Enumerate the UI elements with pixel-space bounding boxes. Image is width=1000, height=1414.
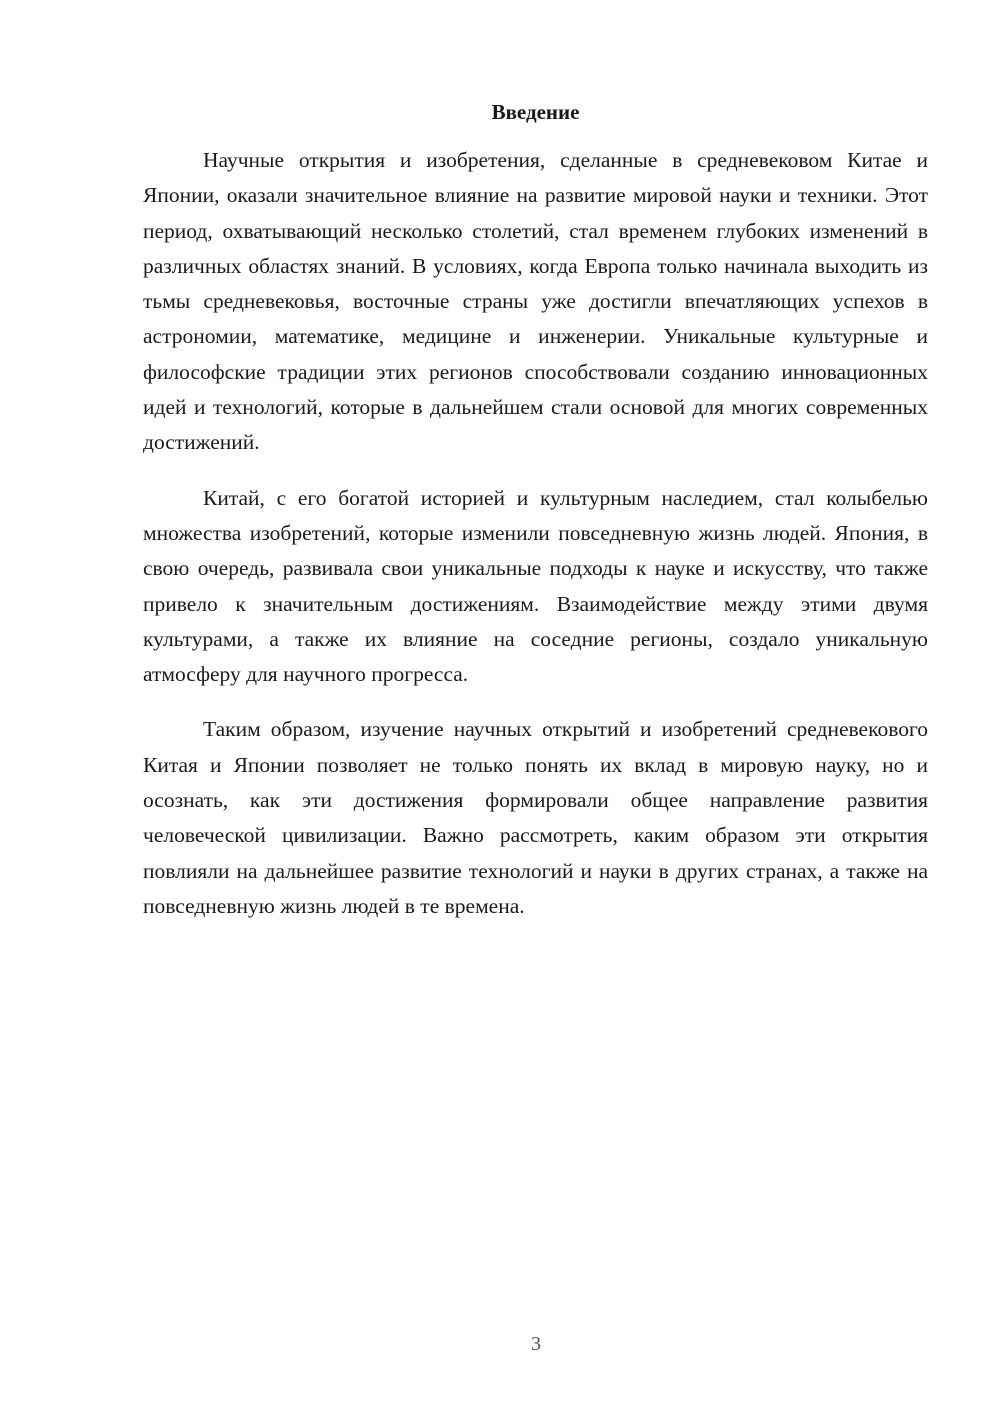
paragraph-2: Китай, с его богатой историей и культурным наследием, стал колыбелью множества изобретений, которые изменили повседневную жизнь людей. Япония, в свою очередь, развивала свои уникальные подходы к науке и искусству, что также привело к значительным достижениям. Взаимодействие между этими двумя культурами, а также их влияние на соседние регионы, создало уникальную атмосферу для научного прогресса. — [143, 485, 928, 687]
page-number: 3 — [531, 1333, 541, 1355]
body-text — [143, 143, 928, 924]
paragraph-3: Таким образом, изучение научных открытий и изобретений средневекового Китая и Японии позволяет не только понять их вклад в мировую науку, но и осознать, как эти достижения формировали общее направление развития человеческой цивилизации. Важно рассмотреть, каким образом эти открытия повлияли на дальнейшее развитие технологий и науки в других странах, а также на повседневную жизнь людей в те времена. — [143, 717, 928, 918]
page-title: Введение — [491, 100, 580, 124]
paragraph-1: Научные открытия и изобретения, сделанные в средневековом Китае и Японии, оказали значительное влияние на развитие мировой науки и техники. Этот период, охватывающий несколько столетий, стал временем глубоких изменений в различных областях знаний. В условиях, когда Европа только начинала выходить из тьмы средневековья, восточные страны уже достигли впечатляющих успехов в астрономии, математике, медицине и инженерии. Уникальные культурные и философские традиции этих регионов способствовали созданию инновационных идей и технологий, которые в дальнейшем стали основой для многих современных достижений. — [143, 148, 928, 455]
